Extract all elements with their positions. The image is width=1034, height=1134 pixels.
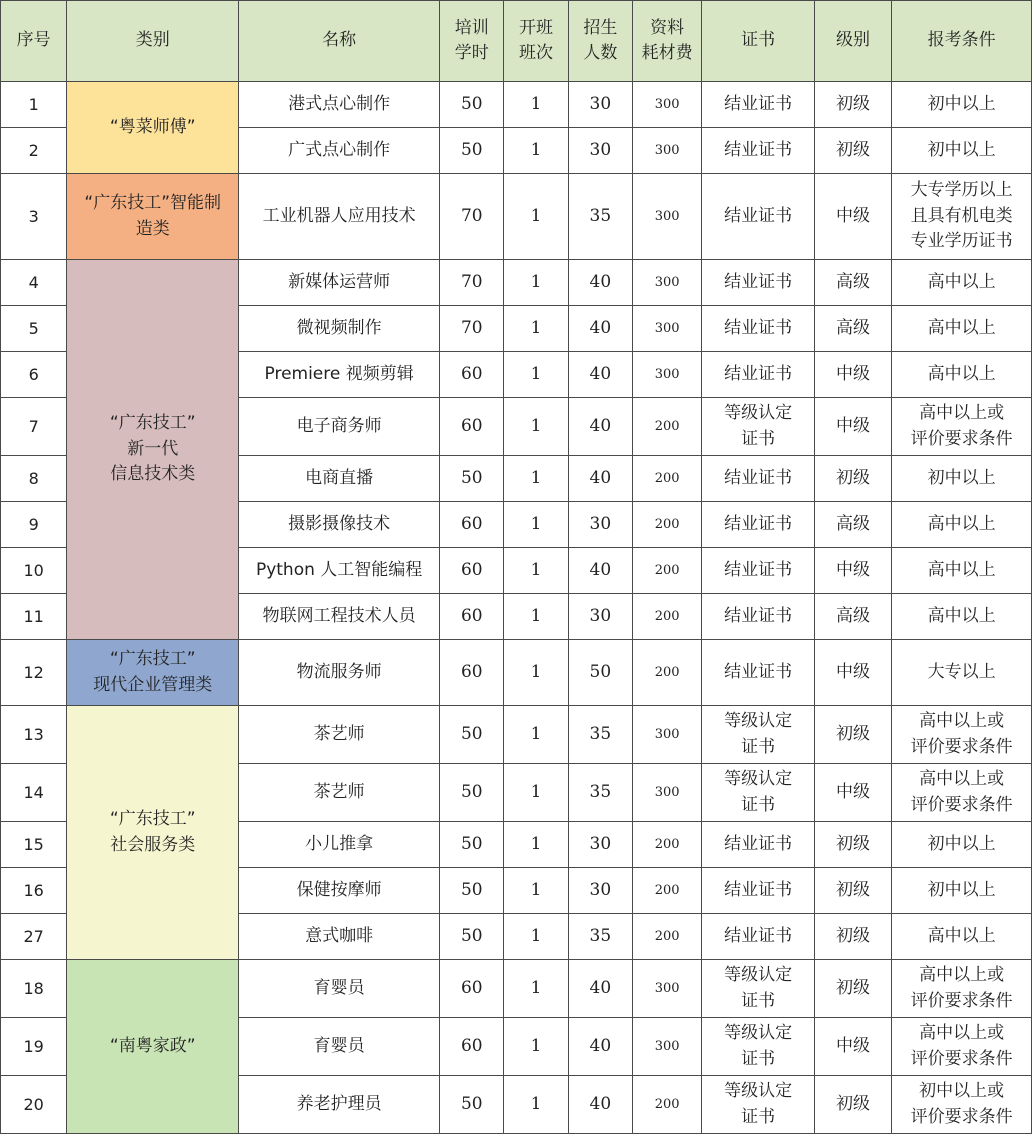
row-index: 13	[1, 706, 67, 764]
training-hours: 70	[440, 260, 504, 306]
table-row	[1, 706, 1032, 764]
course-name: 茶艺师	[239, 706, 440, 764]
training-hours: 60	[440, 1018, 504, 1076]
row-index: 27	[1, 914, 67, 960]
requirement: 高中以上或 评价要求条件	[892, 960, 1032, 1018]
course-name: 意式咖啡	[239, 914, 440, 960]
class-count: 1	[504, 960, 568, 1018]
certificate: 结业证书	[702, 914, 815, 960]
requirement: 高中以上	[892, 594, 1032, 640]
training-hours: 50	[440, 914, 504, 960]
requirement: 初中以上	[892, 128, 1032, 174]
class-count: 1	[504, 502, 568, 548]
requirement: 大专以上	[892, 640, 1032, 706]
class-count: 1	[504, 868, 568, 914]
training-hours: 60	[440, 502, 504, 548]
course-name: 工业机器人应用技术	[239, 174, 440, 260]
enrollment: 30	[568, 594, 632, 640]
certificate: 结业证书	[702, 594, 815, 640]
header-name: 名称	[239, 1, 440, 82]
training-hours: 60	[440, 352, 504, 398]
training-hours: 50	[440, 822, 504, 868]
requirement: 大专学历以上 且具有机电类 专业学历证书	[892, 174, 1032, 260]
level: 初级	[814, 82, 891, 128]
material-fee: 200	[633, 822, 702, 868]
material-fee: 200	[633, 398, 702, 456]
course-name: 物联网工程技术人员	[239, 594, 440, 640]
enrollment: 35	[568, 914, 632, 960]
certificate: 结业证书	[702, 306, 815, 352]
certificate: 结业证书	[702, 548, 815, 594]
class-count: 1	[504, 82, 568, 128]
training-hours: 50	[440, 456, 504, 502]
row-index: 11	[1, 594, 67, 640]
training-hours: 60	[440, 594, 504, 640]
course-name: 摄影摄像技术	[239, 502, 440, 548]
class-count: 1	[504, 128, 568, 174]
requirement: 初中以上或 评价要求条件	[892, 1076, 1032, 1134]
level: 中级	[814, 352, 891, 398]
enrollment: 40	[568, 1018, 632, 1076]
header-cert: 证书	[702, 1, 815, 82]
requirement: 高中以上	[892, 352, 1032, 398]
course-name: 广式点心制作	[239, 128, 440, 174]
row-index: 16	[1, 868, 67, 914]
class-count: 1	[504, 594, 568, 640]
row-index: 5	[1, 306, 67, 352]
certificate: 等级认定 证书	[702, 1018, 815, 1076]
level: 初级	[814, 822, 891, 868]
training-hours: 60	[440, 640, 504, 706]
certificate: 结业证书	[702, 822, 815, 868]
course-name: 电商直播	[239, 456, 440, 502]
enrollment: 30	[568, 502, 632, 548]
header-row	[1, 1, 1032, 82]
enrollment: 40	[568, 352, 632, 398]
category-cell: “广东技工” 新一代 信息技术类	[67, 260, 239, 640]
material-fee: 200	[633, 594, 702, 640]
course-name: 港式点心制作	[239, 82, 440, 128]
level: 中级	[814, 174, 891, 260]
level: 初级	[814, 128, 891, 174]
row-index: 3	[1, 174, 67, 260]
material-fee: 300	[633, 174, 702, 260]
requirement: 高中以上或 评价要求条件	[892, 398, 1032, 456]
header-fee: 资料 耗材费	[633, 1, 702, 82]
row-index: 7	[1, 398, 67, 456]
certificate: 结业证书	[702, 868, 815, 914]
level: 高级	[814, 260, 891, 306]
level: 中级	[814, 640, 891, 706]
enrollment: 40	[568, 306, 632, 352]
level: 初级	[814, 960, 891, 1018]
enrollment: 40	[568, 1076, 632, 1134]
level: 中级	[814, 1018, 891, 1076]
class-count: 1	[504, 398, 568, 456]
material-fee: 200	[633, 868, 702, 914]
table-row	[1, 640, 1032, 706]
enrollment: 30	[568, 868, 632, 914]
level: 高级	[814, 594, 891, 640]
certificate: 结业证书	[702, 82, 815, 128]
class-count: 1	[504, 260, 568, 306]
category-cell: “广东技工”智能制 造类	[67, 174, 239, 260]
class-count: 1	[504, 306, 568, 352]
course-name: 新媒体运营师	[239, 260, 440, 306]
table-row	[1, 174, 1032, 260]
requirement: 初中以上	[892, 82, 1032, 128]
class-count: 1	[504, 352, 568, 398]
enrollment: 30	[568, 128, 632, 174]
material-fee: 300	[633, 960, 702, 1018]
requirement: 初中以上	[892, 456, 1032, 502]
requirement: 高中以上	[892, 502, 1032, 548]
certificate: 结业证书	[702, 502, 815, 548]
certificate: 等级认定 证书	[702, 764, 815, 822]
material-fee: 300	[633, 128, 702, 174]
certificate: 等级认定 证书	[702, 706, 815, 764]
row-index: 20	[1, 1076, 67, 1134]
level: 中级	[814, 548, 891, 594]
requirement: 高中以上或 评价要求条件	[892, 1018, 1032, 1076]
requirement: 高中以上	[892, 548, 1032, 594]
level: 初级	[814, 1076, 891, 1134]
class-count: 1	[504, 548, 568, 594]
level: 初级	[814, 914, 891, 960]
class-count: 1	[504, 1076, 568, 1134]
training-hours: 60	[440, 398, 504, 456]
training-hours: 50	[440, 82, 504, 128]
level: 中级	[814, 764, 891, 822]
enrollment: 35	[568, 764, 632, 822]
class-count: 1	[504, 914, 568, 960]
certificate: 结业证书	[702, 128, 815, 174]
certificate: 等级认定 证书	[702, 1076, 815, 1134]
requirement: 高中以上或 评价要求条件	[892, 706, 1032, 764]
training-hours: 50	[440, 128, 504, 174]
training-hours: 50	[440, 1076, 504, 1134]
row-index: 2	[1, 128, 67, 174]
certificate: 结业证书	[702, 352, 815, 398]
row-index: 15	[1, 822, 67, 868]
row-index: 14	[1, 764, 67, 822]
enrollment: 40	[568, 260, 632, 306]
course-name: 保健按摩师	[239, 868, 440, 914]
header-index: 序号	[1, 1, 67, 82]
enrollment: 40	[568, 548, 632, 594]
requirement: 高中以上	[892, 914, 1032, 960]
certificate: 结业证书	[702, 456, 815, 502]
requirement: 初中以上	[892, 868, 1032, 914]
material-fee: 300	[633, 306, 702, 352]
course-name: 茶艺师	[239, 764, 440, 822]
material-fee: 300	[633, 260, 702, 306]
level: 初级	[814, 456, 891, 502]
certificate: 结业证书	[702, 174, 815, 260]
training-hours: 70	[440, 306, 504, 352]
training-hours: 60	[440, 960, 504, 1018]
header-category: 类别	[67, 1, 239, 82]
category-cell: “南粤家政”	[67, 960, 239, 1134]
enrollment: 40	[568, 456, 632, 502]
material-fee: 200	[633, 502, 702, 548]
material-fee: 300	[633, 1018, 702, 1076]
row-index: 8	[1, 456, 67, 502]
course-name: 养老护理员	[239, 1076, 440, 1134]
row-index: 18	[1, 960, 67, 1018]
requirement: 初中以上	[892, 822, 1032, 868]
enrollment: 35	[568, 706, 632, 764]
enrollment: 30	[568, 82, 632, 128]
enrollment: 40	[568, 960, 632, 1018]
training-hours: 70	[440, 174, 504, 260]
course-name: 微视频制作	[239, 306, 440, 352]
header-classes: 开班 班次	[504, 1, 568, 82]
row-index: 1	[1, 82, 67, 128]
training-hours: 50	[440, 764, 504, 822]
material-fee: 300	[633, 764, 702, 822]
row-index: 10	[1, 548, 67, 594]
course-name: 育婴员	[239, 960, 440, 1018]
class-count: 1	[504, 640, 568, 706]
training-hours: 50	[440, 868, 504, 914]
class-count: 1	[504, 1018, 568, 1076]
category-cell: “粤菜师傅”	[67, 82, 239, 174]
material-fee: 200	[633, 640, 702, 706]
row-index: 9	[1, 502, 67, 548]
course-name: 电子商务师	[239, 398, 440, 456]
category-cell: “广东技工” 社会服务类	[67, 706, 239, 960]
course-name: Premiere 视频剪辑	[239, 352, 440, 398]
row-index: 6	[1, 352, 67, 398]
course-name: Python 人工智能编程	[239, 548, 440, 594]
level: 初级	[814, 706, 891, 764]
table-row	[1, 960, 1032, 1018]
requirement: 高中以上	[892, 306, 1032, 352]
table-row	[1, 82, 1032, 128]
table-row	[1, 260, 1032, 306]
course-name: 育婴员	[239, 1018, 440, 1076]
class-count: 1	[504, 706, 568, 764]
class-count: 1	[504, 822, 568, 868]
level: 高级	[814, 502, 891, 548]
certificate: 结业证书	[702, 260, 815, 306]
enrollment: 35	[568, 174, 632, 260]
class-count: 1	[504, 764, 568, 822]
material-fee: 200	[633, 456, 702, 502]
row-index: 12	[1, 640, 67, 706]
certificate: 结业证书	[702, 640, 815, 706]
material-fee: 200	[633, 1076, 702, 1134]
header-condition: 报考条件	[892, 1, 1032, 82]
course-name: 物流服务师	[239, 640, 440, 706]
certificate: 等级认定 证书	[702, 960, 815, 1018]
header-hours: 培训 学时	[440, 1, 504, 82]
material-fee: 300	[633, 82, 702, 128]
category-cell: “广东技工” 现代企业管理类	[67, 640, 239, 706]
level: 中级	[814, 398, 891, 456]
material-fee: 300	[633, 706, 702, 764]
row-index: 19	[1, 1018, 67, 1076]
material-fee: 300	[633, 352, 702, 398]
level: 初级	[814, 868, 891, 914]
enrollment: 30	[568, 822, 632, 868]
training-hours: 60	[440, 548, 504, 594]
training-hours: 50	[440, 706, 504, 764]
course-name: 小儿推拿	[239, 822, 440, 868]
requirement: 高中以上	[892, 260, 1032, 306]
certificate: 等级认定 证书	[702, 398, 815, 456]
class-count: 1	[504, 174, 568, 260]
row-index: 4	[1, 260, 67, 306]
material-fee: 200	[633, 914, 702, 960]
header-enroll: 招生 人数	[568, 1, 632, 82]
level: 高级	[814, 306, 891, 352]
material-fee: 200	[633, 548, 702, 594]
requirement: 高中以上或 评价要求条件	[892, 764, 1032, 822]
class-count: 1	[504, 456, 568, 502]
header-level: 级别	[814, 1, 891, 82]
enrollment: 50	[568, 640, 632, 706]
enrollment: 40	[568, 398, 632, 456]
